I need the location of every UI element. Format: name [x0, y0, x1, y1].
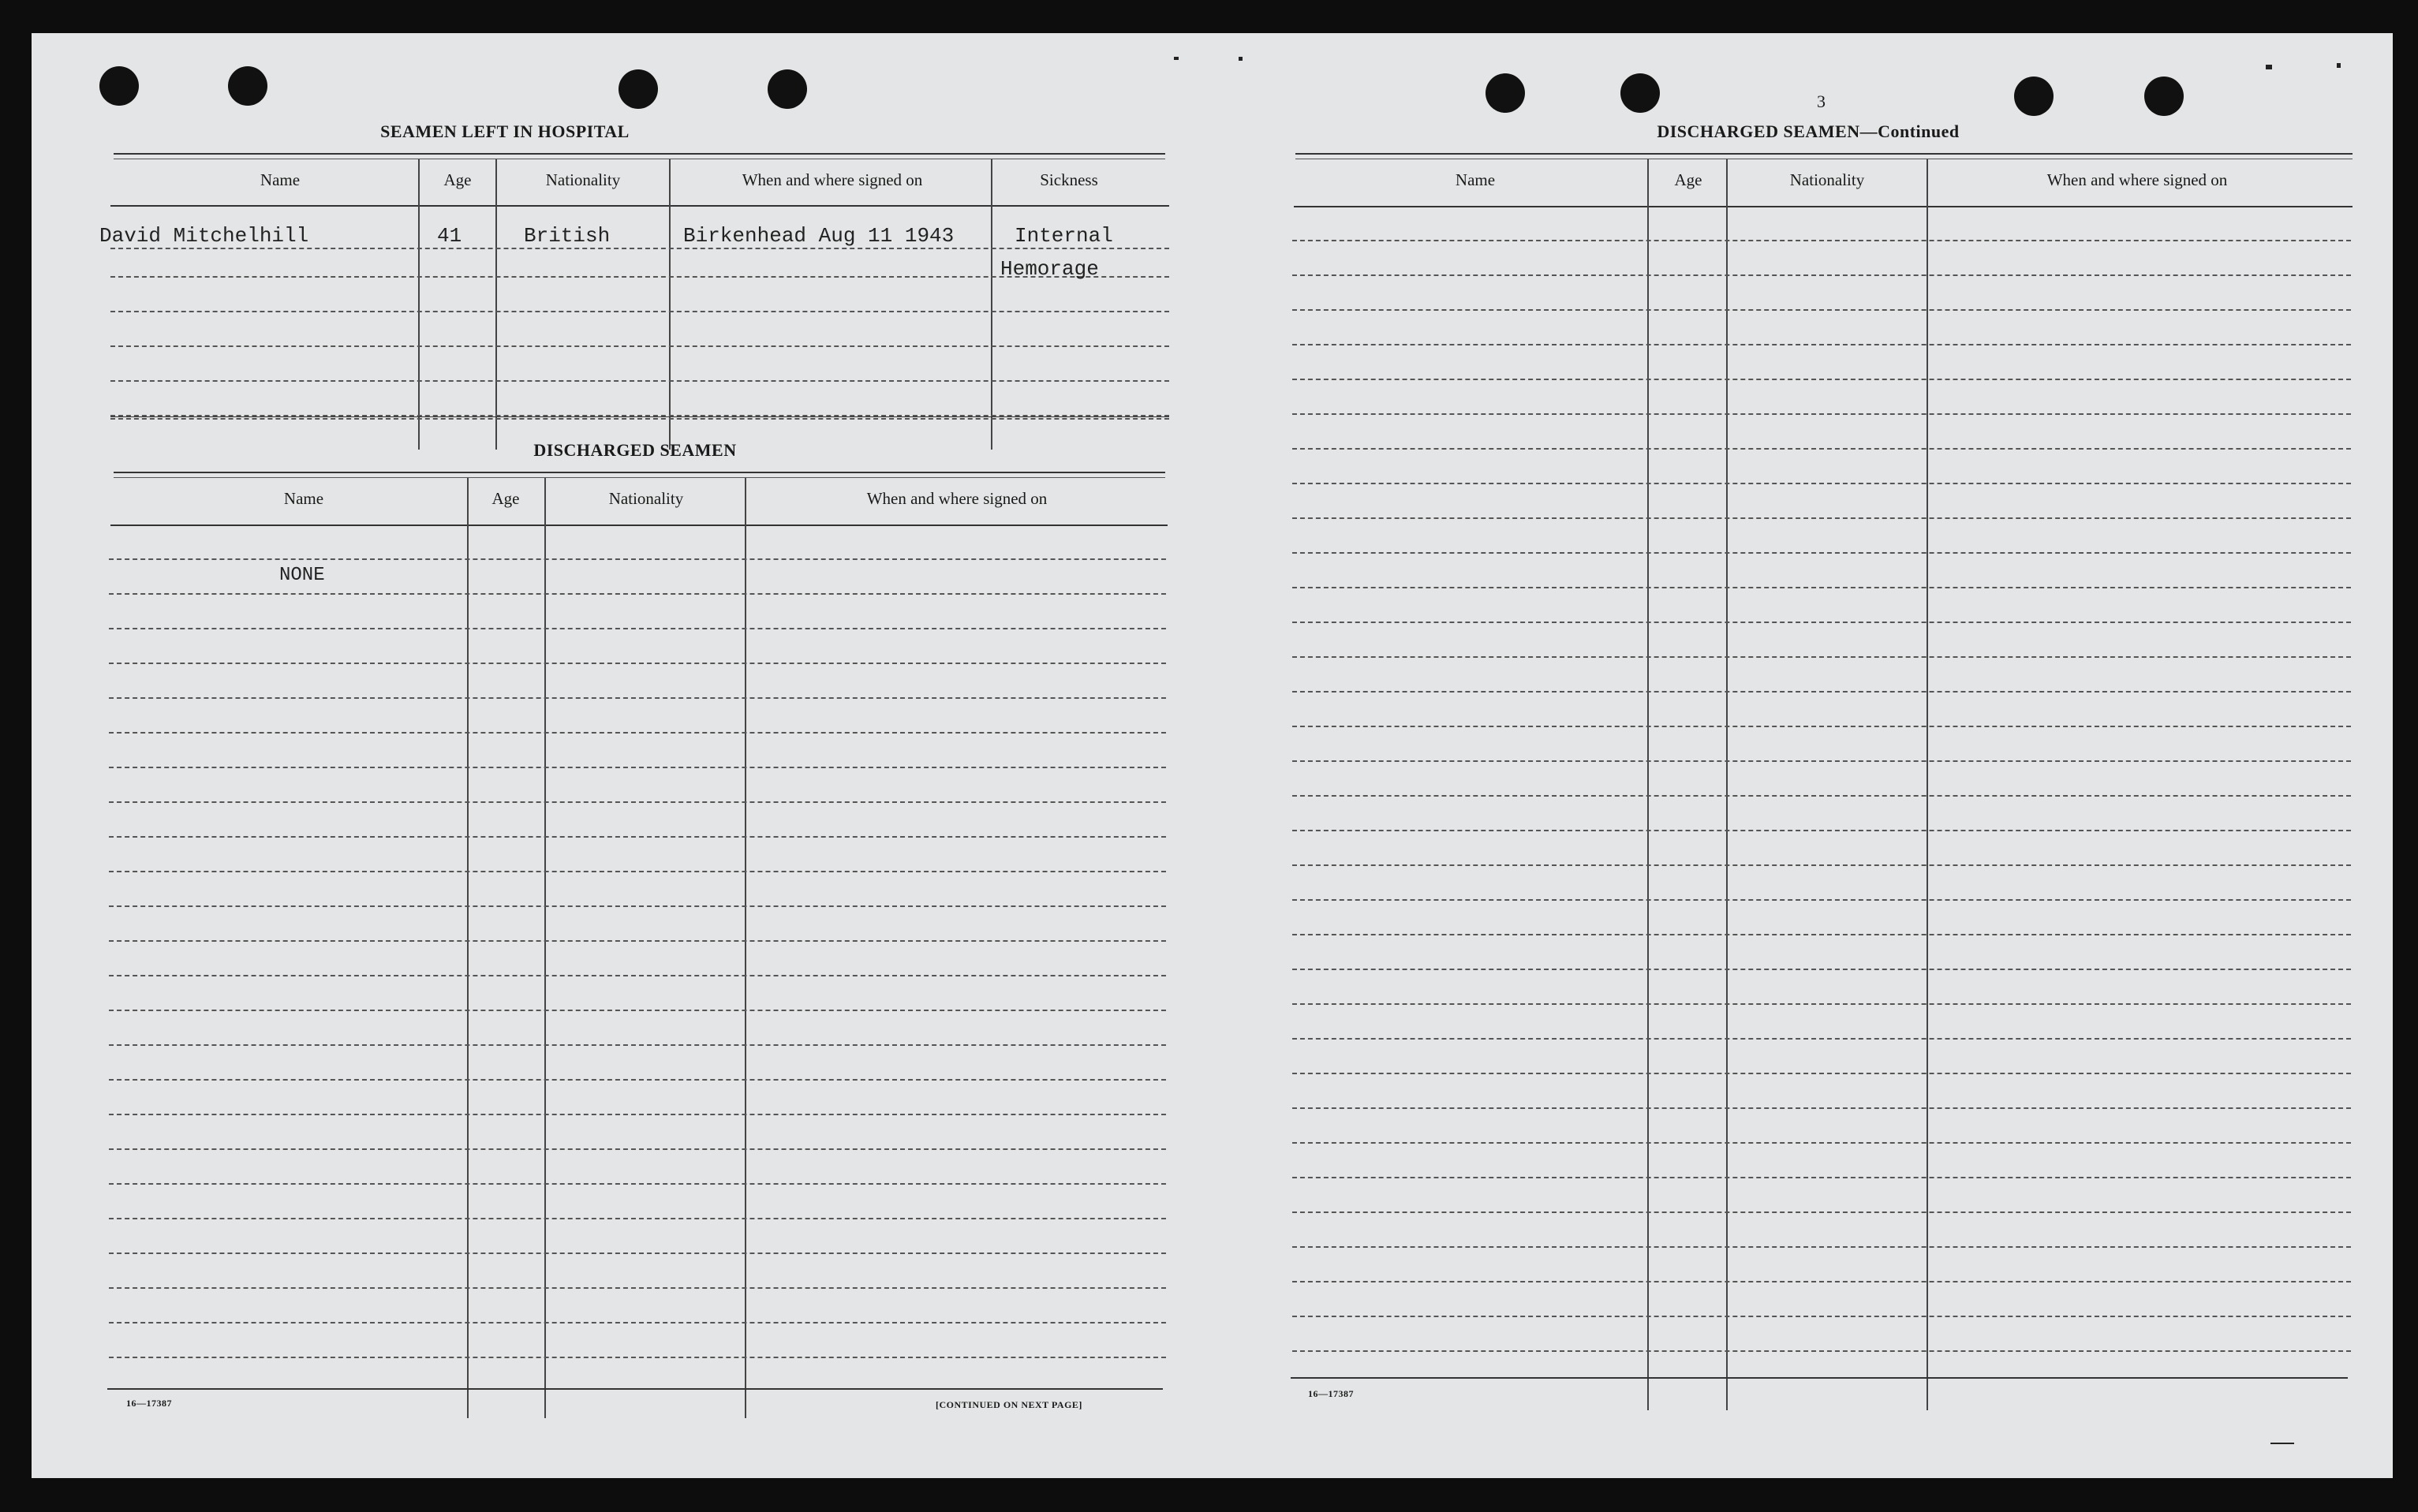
- row-line: [1292, 1038, 2351, 1040]
- row-line: [1292, 1003, 2351, 1005]
- header-rule: [110, 525, 1168, 526]
- col-header-age: Age: [491, 489, 520, 508]
- row-line: [1292, 379, 2351, 380]
- hospital-entry-sickness-cont: Hemorage: [1000, 257, 1099, 281]
- col-header-sickness: Sickness: [1040, 170, 1098, 189]
- row-line: [109, 975, 1166, 976]
- column-divider: [544, 478, 546, 1418]
- col-header-name: Name: [260, 170, 301, 189]
- row-line: [110, 418, 1169, 420]
- continued-note: [CONTINUED ON NEXT PAGE]: [936, 1399, 1082, 1410]
- discharged-section-title: DISCHARGED SEAMEN: [533, 440, 737, 460]
- punch-hole: [1486, 73, 1525, 113]
- col-header-signed-on: When and where signed on: [742, 170, 923, 189]
- row-line: [1292, 656, 2351, 658]
- punch-hole: [768, 69, 807, 109]
- title-rule: [1295, 153, 2353, 159]
- column-divider: [1927, 159, 1928, 1410]
- row-line: [109, 767, 1166, 768]
- row-line: [1292, 344, 2351, 345]
- row-line: [1292, 587, 2351, 588]
- row-line: [109, 1183, 1166, 1185]
- row-line: [1292, 483, 2351, 484]
- title-rule: [114, 472, 1165, 478]
- row-line: [109, 1148, 1166, 1150]
- row-line: [1292, 552, 2351, 554]
- row-line: [110, 311, 1169, 312]
- title-suffix: —Continued: [1859, 121, 1960, 141]
- row-line: [109, 905, 1166, 907]
- column-divider: [669, 159, 671, 450]
- row-line: [109, 836, 1166, 838]
- row-line: [109, 1079, 1166, 1081]
- row-line: [1292, 309, 2351, 311]
- header-rule: [1294, 206, 2353, 207]
- punch-hole: [2014, 77, 2054, 116]
- col-header-name: Name: [1455, 170, 1496, 189]
- hospital-entry-signed-on: Birkenhead Aug 11 1943: [683, 224, 955, 248]
- row-line: [1292, 1281, 2351, 1282]
- row-line: [109, 593, 1166, 595]
- row-line: [1292, 934, 2351, 935]
- col-header-nationality: Nationality: [545, 170, 621, 189]
- row-line: [1292, 864, 2351, 866]
- table-bottom-rule: [110, 416, 1169, 417]
- table-bottom-rule: [1291, 1377, 2348, 1379]
- column-divider: [467, 478, 469, 1418]
- row-line: [109, 1114, 1166, 1115]
- row-line: [109, 801, 1166, 803]
- row-line: [1292, 274, 2351, 276]
- row-line: [109, 1322, 1166, 1323]
- col-header-name: Name: [283, 489, 324, 508]
- column-divider: [745, 478, 746, 1418]
- punch-hole: [2144, 77, 2184, 116]
- row-line: [1292, 969, 2351, 970]
- speck: [2270, 1443, 2294, 1444]
- punch-hole: [99, 66, 139, 106]
- col-header-nationality: Nationality: [1789, 170, 1865, 189]
- row-line: [1292, 760, 2351, 762]
- row-line: [1292, 1246, 2351, 1248]
- row-line: [109, 697, 1166, 699]
- discharged-entry-none: NONE: [279, 565, 325, 586]
- row-line: [1292, 1073, 2351, 1074]
- speck: [2337, 63, 2341, 68]
- row-line: [1292, 830, 2351, 831]
- form-number: 16—17387: [126, 1398, 172, 1409]
- row-line: [109, 663, 1166, 664]
- row-line: [109, 1357, 1166, 1358]
- col-header-signed-on: When and where signed on: [2046, 170, 2228, 189]
- row-line: [1292, 795, 2351, 797]
- row-line: [110, 248, 1169, 249]
- col-header-age: Age: [443, 170, 472, 189]
- row-line: [1292, 899, 2351, 901]
- form-number: 16—17387: [1308, 1388, 1354, 1399]
- hospital-section-title: SEAMEN LEFT IN HOSPITAL: [380, 121, 630, 141]
- row-line: [1292, 1211, 2351, 1213]
- column-divider: [1726, 159, 1728, 1410]
- speck: [1174, 57, 1179, 60]
- column-divider: [418, 159, 420, 450]
- col-header-age: Age: [1674, 170, 1702, 189]
- row-line: [109, 558, 1166, 560]
- punch-hole: [1620, 73, 1660, 113]
- row-line: [1292, 622, 2351, 623]
- hospital-entry-age: 41: [437, 224, 462, 248]
- row-line: [1292, 240, 2351, 241]
- row-line: [109, 1010, 1166, 1011]
- table-bottom-rule: [107, 1388, 1163, 1390]
- punch-hole: [619, 69, 658, 109]
- row-line: [110, 380, 1169, 382]
- row-line: [109, 1253, 1166, 1254]
- form-sheet: [32, 33, 2393, 1478]
- row-line: [109, 940, 1166, 942]
- hospital-entry-sickness: Internal: [1015, 224, 1113, 248]
- row-line: [109, 871, 1166, 872]
- hospital-entry-nationality: British: [524, 224, 611, 248]
- row-line: [109, 732, 1166, 734]
- column-divider: [1647, 159, 1649, 1410]
- row-line: [109, 1044, 1166, 1046]
- page-number: 3: [1817, 91, 1826, 111]
- col-header-nationality: Nationality: [608, 489, 684, 508]
- title-rule: [114, 153, 1165, 159]
- row-line: [1292, 691, 2351, 693]
- row-line: [109, 628, 1166, 629]
- row-line: [1292, 1350, 2351, 1352]
- row-line: [1292, 448, 2351, 450]
- row-line: [1292, 726, 2351, 727]
- column-divider: [495, 159, 497, 450]
- row-line: [1292, 1142, 2351, 1144]
- column-divider: [991, 159, 992, 450]
- row-line: [1292, 517, 2351, 519]
- punch-hole: [228, 66, 267, 106]
- speck: [1239, 57, 1243, 61]
- hospital-entry-name: David Mitchelhill: [99, 224, 309, 248]
- title-main: DISCHARGED SEAMEN: [1657, 121, 1860, 141]
- row-line: [109, 1218, 1166, 1219]
- row-line: [1292, 413, 2351, 415]
- row-line: [1292, 1107, 2351, 1109]
- row-line: [1292, 1316, 2351, 1317]
- speck: [2266, 65, 2272, 69]
- row-line: [110, 345, 1169, 347]
- header-rule: [110, 205, 1169, 207]
- col-header-signed-on: When and where signed on: [866, 489, 1048, 508]
- row-line: [1292, 1177, 2351, 1178]
- row-line: [109, 1287, 1166, 1289]
- discharged-continued-title: [1650, 121, 1966, 142]
